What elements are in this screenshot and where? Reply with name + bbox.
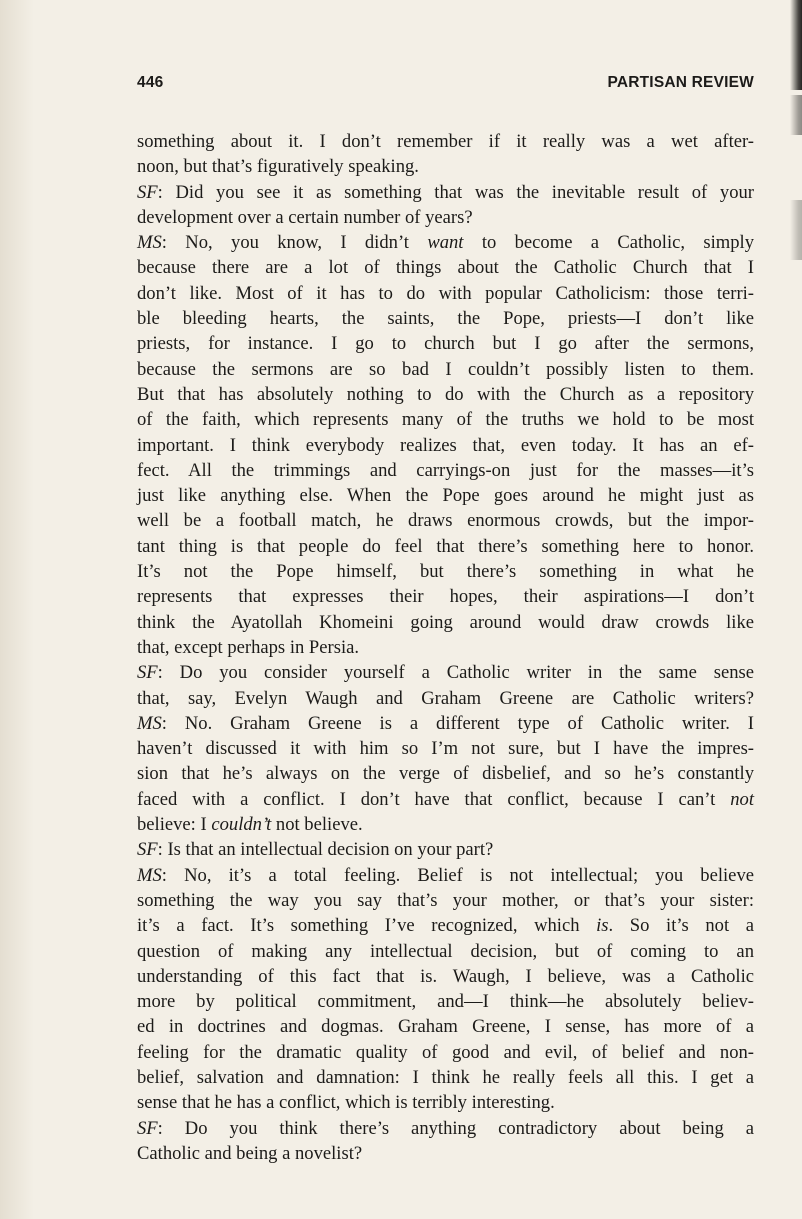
- text-segment: : No, you know, I didn’t: [161, 232, 428, 254]
- text-line: [137, 1090, 754, 1115]
- text-line: [137, 888, 754, 913]
- text-line: [137, 1040, 754, 1065]
- text-line: [137, 458, 754, 483]
- text-segment: : Is that an intellectual decision on your part?: [157, 839, 494, 861]
- text-line: [137, 584, 754, 609]
- text-segment: to become a Catholic, simply: [463, 232, 754, 254]
- text-line: [137, 382, 754, 407]
- text-line: [137, 1141, 754, 1166]
- text-segment: feeling for the dramatic quality of good and evil, of belief and non-: [137, 1041, 754, 1063]
- text-line: [137, 357, 754, 382]
- text-line: [137, 964, 754, 989]
- journal-name: PARTISAN REVIEW: [607, 74, 754, 91]
- text-line: [137, 635, 754, 660]
- text-segment: something about it. I don’t remember if it really was a wet after-: [137, 131, 754, 152]
- running-head: [137, 74, 754, 96]
- text-segment: understanding of this fact that is. Waugh, I believe, was a Catholic: [137, 965, 754, 987]
- text-line: [137, 306, 754, 331]
- page-edge-shadow: [790, 95, 802, 135]
- text-line: [137, 761, 754, 786]
- text-segment: because there are a lot of things about the Catholic Church that I: [137, 257, 754, 279]
- text-segment: just like anything else. When the Pope goes around he might just as: [137, 485, 754, 507]
- page-number: 446: [137, 74, 164, 91]
- text-segment: important. I think everybody realizes that, even today. It has an ef-: [137, 434, 754, 456]
- italic-text: couldn’t: [211, 814, 272, 836]
- text-segment: because the sermons are so bad I couldn’t possibly listen to them.: [137, 358, 754, 380]
- text-line: [137, 1116, 754, 1141]
- text-line: [137, 711, 754, 736]
- text-segment: priests, for instance. I go to church but I go after the sermons,: [137, 333, 754, 355]
- text-segment: believe: I: [137, 814, 212, 836]
- text-segment: fect. All the trimmings and carryings-on just for the masses—it’s: [137, 459, 754, 481]
- text-segment: well be a football match, he draws enormous crowds, but the impor-: [137, 510, 754, 532]
- text-segment: It’s not the Pope himself, but there’s something in what he: [137, 561, 754, 583]
- text-segment: more by political commitment, and—I think—he absolutely believ-: [137, 991, 754, 1013]
- italic-text: MS: [137, 232, 162, 254]
- text-line: [137, 129, 754, 154]
- text-segment: faced with a conflict. I don’t have that conflict, because I can’t: [137, 788, 731, 810]
- text-segment: question of making any intellectual decision, but of coming to an: [137, 940, 754, 962]
- italic-text: SF: [137, 662, 158, 684]
- italic-text: want: [427, 232, 464, 254]
- text-line: [137, 660, 754, 685]
- text-segment: Catholic and being a novelist?: [137, 1142, 363, 1164]
- text-segment: that, except perhaps in Persia.: [137, 636, 360, 658]
- binding-gutter-shadow: [0, 0, 34, 1219]
- text-segment: that, say, Evelyn Waugh and Graham Greene are Catholic writers?: [137, 687, 754, 709]
- text-line: [137, 534, 754, 559]
- italic-text: MS: [137, 712, 162, 734]
- text-line: [137, 559, 754, 584]
- interview-text: [137, 129, 754, 1166]
- text-line: [137, 180, 754, 205]
- text-line: [137, 837, 754, 862]
- text-line: [137, 230, 754, 255]
- text-line: [137, 989, 754, 1014]
- text-line: [137, 508, 754, 533]
- text-segment: ble bleeding hearts, the saints, the Pope, priests—I don’t like: [137, 308, 754, 330]
- italic-text: is: [596, 915, 609, 937]
- text-segment: sion that he’s always on the verge of disbelief, and so he’s constantly: [137, 763, 754, 785]
- text-segment: : No, it’s a total feeling. Belief is not intellectual; you believe: [161, 864, 754, 886]
- text-segment: belief, salvation and damnation: I think he really feels all this. I get a: [137, 1066, 754, 1088]
- text-segment: : Do you think there’s anything contradictory about being a: [157, 1117, 754, 1139]
- text-segment: something the way you say that’s your mother, or that’s your sister:: [137, 889, 754, 911]
- text-line: [137, 1065, 754, 1090]
- italic-text: SF: [137, 1117, 158, 1139]
- text-line: [137, 407, 754, 432]
- italic-text: MS: [137, 864, 162, 886]
- text-segment: : Did you see it as something that was the inevitable result of your: [157, 181, 754, 203]
- text-line: [137, 205, 754, 230]
- text-segment: : No. Graham Greene is a different type of Catholic writer. I: [161, 712, 754, 734]
- text-line: [137, 736, 754, 761]
- text-line: [137, 483, 754, 508]
- text-line: [137, 281, 754, 306]
- text-segment: haven’t discussed it with him so I’m not sure, but I have the impres-: [137, 738, 754, 760]
- text-segment: not believe.: [271, 814, 363, 836]
- text-line: [137, 610, 754, 635]
- text-segment: But that has absolutely nothing to do with the Church as a repository: [137, 383, 754, 405]
- text-segment: tant thing is that people do feel that there’s something here to honor.: [137, 535, 754, 557]
- text-line: [137, 686, 754, 711]
- text-line: [137, 812, 754, 837]
- text-line: [137, 787, 754, 812]
- text-line: [137, 255, 754, 280]
- page-edge-shadow: [790, 0, 802, 90]
- italic-text: SF: [137, 839, 158, 861]
- text-segment: of the faith, which represents many of the truths we hold to be most: [137, 409, 754, 431]
- text-line: [137, 939, 754, 964]
- text-segment: think the Ayatollah Khomeini going around would draw crowds like: [137, 611, 754, 633]
- text-segment: don’t like. Most of it has to do with popular Catholicism: those terri-: [137, 282, 754, 304]
- text-segment: noon, but that’s figuratively speaking.: [137, 156, 419, 178]
- text-line: [137, 1014, 754, 1039]
- text-line: [137, 154, 754, 179]
- text-segment: it’s a fact. It’s something I’ve recognized, which: [137, 915, 597, 937]
- text-segment: : Do you consider yourself a Catholic writer in the same sense: [157, 662, 754, 684]
- text-segment: represents that expresses their hopes, their aspirations—I don’t: [137, 586, 754, 608]
- text-segment: . So it’s not a: [608, 915, 754, 937]
- text-segment: sense that he has a conflict, which is terribly interesting.: [137, 1092, 555, 1114]
- text-segment: ed in doctrines and dogmas. Graham Greene, I sense, has more of a: [137, 1016, 754, 1038]
- text-line: [137, 863, 754, 888]
- page-edge-shadow: [790, 200, 802, 260]
- italic-text: not: [730, 788, 754, 810]
- italic-text: SF: [137, 181, 158, 203]
- text-line: [137, 433, 754, 458]
- text-segment: development over a certain number of years?: [137, 206, 473, 228]
- text-line: [137, 331, 754, 356]
- text-line: [137, 913, 754, 938]
